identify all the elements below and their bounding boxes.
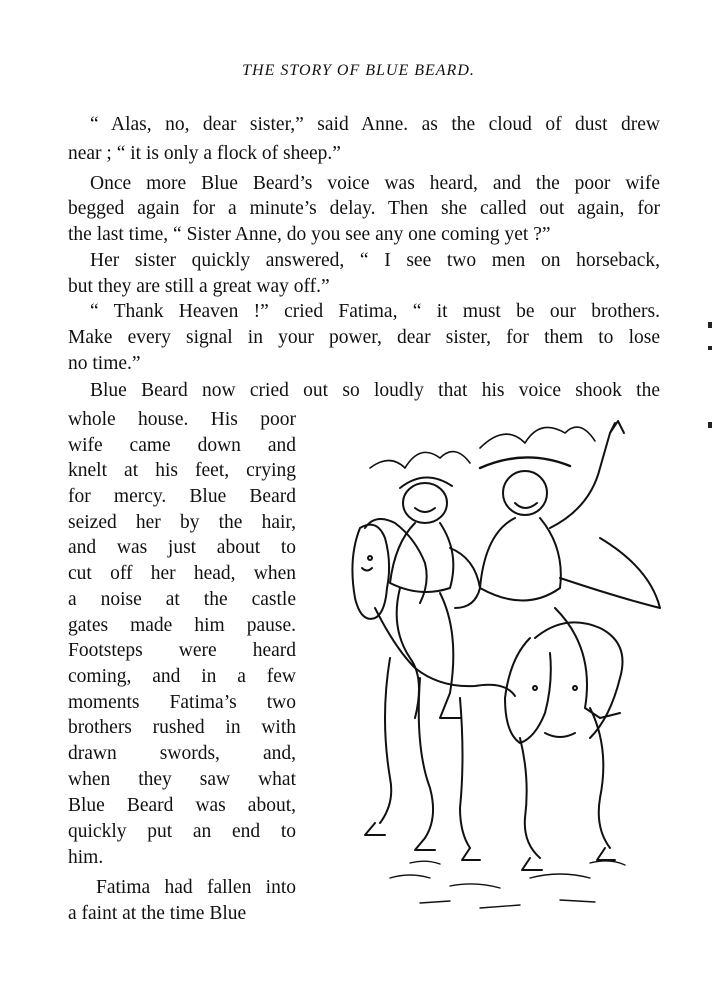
text-line: “ Thank Heaven !” cried Fatima, “ it must be our brothers. — [90, 301, 660, 322]
text-line: but they are still a great way off.” — [68, 276, 330, 297]
text-line: coming, and in a few — [68, 666, 296, 687]
text-line: gates made him pause. — [68, 615, 296, 636]
text-line: cut off her head, when — [68, 563, 296, 584]
text-line: Make every signal in your power, dear sister, for them to lose — [68, 327, 660, 348]
text-line: moments Fatima’s two — [68, 692, 296, 713]
text-line: him. — [68, 847, 104, 868]
text-line: near ; “ it is only a flock of sheep.” — [68, 143, 341, 164]
scan-margin-mark — [708, 322, 712, 328]
text-line: for mercy. Blue Beard — [68, 486, 296, 507]
text-line: brothers rushed in with — [68, 717, 296, 738]
text-line: knelt at his feet, crying — [68, 460, 296, 481]
running-title: THE STORY OF BLUE BEARD. — [242, 62, 475, 79]
text-line: the last time, “ Sister Anne, do you see any one coming yet ?” — [68, 224, 551, 245]
text-line: wife came down and — [68, 435, 296, 456]
text-line: a noise at the castle — [68, 589, 296, 610]
scan-margin-mark — [708, 346, 712, 350]
text-line: and was just about to — [68, 537, 296, 558]
text-line: when they saw what — [68, 769, 296, 790]
text-line: drawn swords, and, — [68, 743, 296, 764]
text-line: Once more Blue Beard’s voice was heard, and the poor wife — [90, 173, 660, 194]
text-line: Her sister quickly answered, “ I see two men on horseback, — [90, 250, 660, 271]
text-line: begged again for a minute’s delay. Then she called out again, for — [68, 198, 660, 219]
text-line: a faint at the time Blue — [68, 903, 247, 924]
scan-margin-mark — [708, 422, 712, 428]
text-line: Blue Beard now cried out so loudly that his voice shook the — [90, 380, 660, 401]
text-line: Fatima had fallen into — [96, 877, 296, 898]
text-line: Footsteps were heard — [68, 640, 296, 661]
text-line: quickly put an end to — [68, 821, 296, 842]
text-line: whole house. His poor — [68, 409, 296, 430]
text-line: Blue Beard was about, — [68, 795, 296, 816]
horseback-riders-illustration — [330, 408, 670, 928]
text-line: “ Alas, no, dear sister,” said Anne. as the cloud of dust drew — [90, 114, 660, 135]
text-line: no time.” — [68, 353, 141, 374]
text-line: seized her by the hair, — [68, 512, 296, 533]
